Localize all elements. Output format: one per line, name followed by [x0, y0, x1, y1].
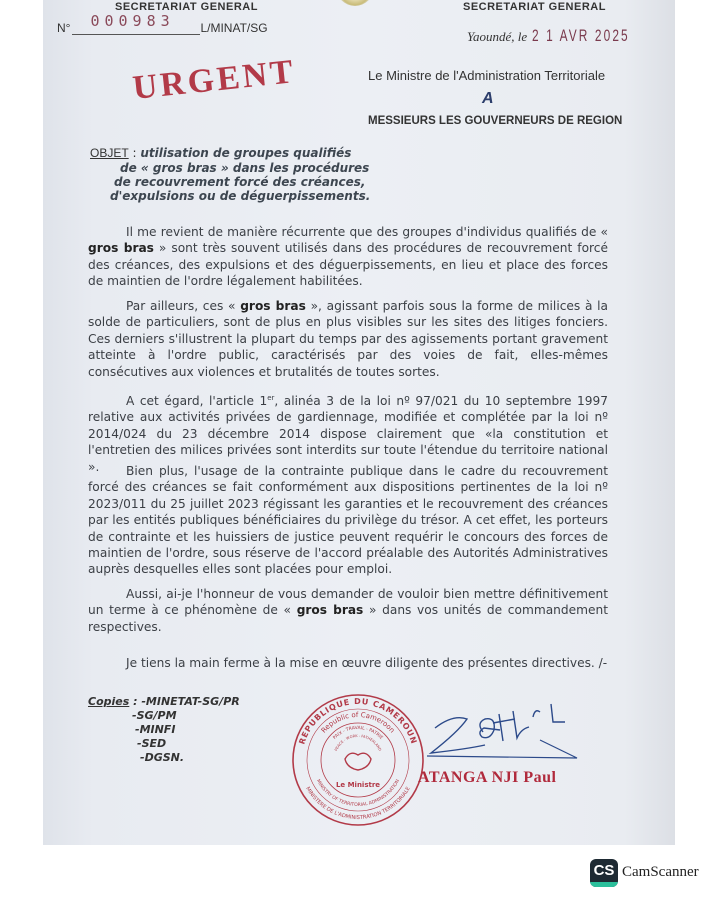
seal-center-title: Le Ministre — [335, 781, 381, 789]
paragraph-text: » sont très souvent utilisés dans des procédures de recouvrement forcé des créances, des expulsions et des déguerpissements, en lieu et place des forces de maintien de l'ordre légalement habilitées. — [88, 241, 608, 289]
paragraph-bold: gros bras — [296, 603, 364, 618]
camscanner-logo-icon — [590, 859, 618, 887]
subject-line: utilisation de groupes qualifiés — [140, 146, 352, 160]
date-stamp: 2 1 AVR 2025 — [532, 26, 631, 45]
svg-text:PEACE - WORK - FATHERLAND — [334, 734, 382, 752]
paragraph-bold: gros bras — [88, 241, 154, 256]
header-left-department: SECRETARIAT GENERAL — [115, 1, 258, 13]
subject-block — [90, 145, 370, 203]
paragraph-bold: gros bras — [240, 299, 306, 313]
paragraph-5 — [88, 586, 608, 635]
subject-line: d'expulsions ou de déguerpissements. — [110, 189, 371, 203]
paragraph-text: Bien plus, l'usage de la contrainte publique dans le cadre du recouvrement forcé des créances se fait conformément aux dispositions pertinentes de la loi nº 2023/011 du 25 juillet 2023 régissant les garanties et le recouvrement des créances par les entités publiques bénéficiaires du privilège du trésor. A cet effet, les porteurs de contrainte et les huissiers de justice peuvent requérir le concours des forces de maintien de l'ordre, sous réserve de l'accord préalable des Autorités Administratives auprès desquelles elles sont placées pour emploi. — [88, 464, 608, 577]
date-line — [467, 26, 672, 46]
seal-inner-top: Republic of Cameroon — [319, 710, 397, 735]
reference-stamp-number: 000983 — [90, 12, 175, 30]
addressee: MESSIEURS LES GOUVERNEURS DE REGION — [368, 115, 623, 127]
paragraph-text: Je tiens la main ferme à la mise en œuvre diligente des présentes directives. /- — [126, 656, 608, 670]
reference-label: N° — [57, 21, 71, 35]
copies-label: Copies — [88, 695, 130, 708]
paragraph-text: » dans vos unités de commandement respectives. — [88, 603, 608, 634]
subject-line: de « gros bras » dans les procédures — [120, 161, 370, 175]
official-seal — [291, 693, 425, 827]
paragraph-text: Par ailleurs, ces « — [126, 299, 241, 313]
superscript: er — [267, 393, 275, 402]
copies-item: -DGSN. — [140, 751, 185, 764]
paragraph-text: Il me revient de manière récurrente que des groupes d'individus qualifiés de « — [126, 225, 608, 239]
paragraph-text: », agissant parfois sous la forme de milices à la solde de particuliers, sont de plus en plus visibles sur les sites des litiges fonciers. Ces derniers s'illustrent la plupart du temps par des agissements portant gravement atteinte à l'ordre public, caractérisés par des voies de fait, elles-mêmes consécutives aux violences et brutalités de toutes sortes. — [88, 299, 608, 379]
to-letter: A — [482, 90, 494, 107]
seal-outer-bottom: MINISTERE DE L'ADMINISTRATION TERRITORIALE — [304, 785, 412, 822]
date-place: Yaoundé, le — [467, 29, 528, 44]
subject-separator: : — [128, 146, 141, 160]
header-right-department: SECRETARIAT GENERAL — [463, 1, 606, 13]
paragraph-text: , alinéa 3 de la loi nº 97/021 du 10 septembre 1997 relative aux activités privées de gardiennage, modifiée et complétée par la loi nº 2014/024 du 23 décembre 2014 dispose clairement que «la constitution et l'entretien des milices privées sont interdits sur toute l'étendue du territoire national ». — [88, 394, 609, 474]
seal-emblem-icon — [345, 753, 371, 770]
seal-outer-top: REPUBLIQUE DU CAMEROUN — [297, 696, 419, 746]
copies-item: -MINETAT-SG/PR — [141, 695, 240, 708]
camscanner-logo-text: CS — [593, 862, 615, 879]
copies-separator: : — [129, 695, 142, 708]
handwritten-signature — [425, 700, 585, 762]
paragraph-6 — [88, 655, 608, 671]
sender: Le Ministre de l'Administration Territoriale — [368, 68, 606, 83]
copies-item: -MINFI — [135, 723, 176, 736]
paragraph-2 — [88, 298, 608, 380]
copies-item: -SED — [137, 737, 167, 750]
reference-suffix: L/MINAT/SG — [200, 21, 268, 35]
svg-text:PAIX - TRAVAIL - PATRIE — [332, 725, 384, 741]
seal-motto-en: PEACE - WORK - FATHERLAND — [334, 733, 382, 752]
paragraph-1 — [88, 224, 608, 290]
urgent-stamp: URGENT — [131, 53, 298, 108]
paragraph-4 — [88, 463, 608, 578]
reference-number — [57, 12, 268, 35]
seal-inner-bottom: MINISTRY OF TERRITORIAL ADMINISTRATION — [314, 778, 402, 809]
subject-label: OBJET — [90, 146, 129, 160]
seal-motto-fr: PAIX - TRAVAIL - PATRIE — [332, 725, 384, 741]
reference-line — [72, 12, 200, 35]
copies-block — [88, 695, 240, 765]
signer-name: ATANGA NJI Paul — [418, 769, 557, 786]
copies-item: -SG/PM — [132, 709, 177, 722]
paragraph-text: Aussi, ai-je l'honneur de vous demander de vouloir bien mettre définitivement un terme à ce phénomène de « — [88, 587, 608, 618]
camscanner-watermark: CamScanner — [622, 864, 699, 880]
subject-line: de recouvrement forcé des créances, — [114, 175, 366, 189]
paragraph-text: A cet égard, l'article 1 — [126, 394, 268, 408]
svg-text:REPUBLIQUE DU CAMEROUN — [297, 697, 418, 746]
